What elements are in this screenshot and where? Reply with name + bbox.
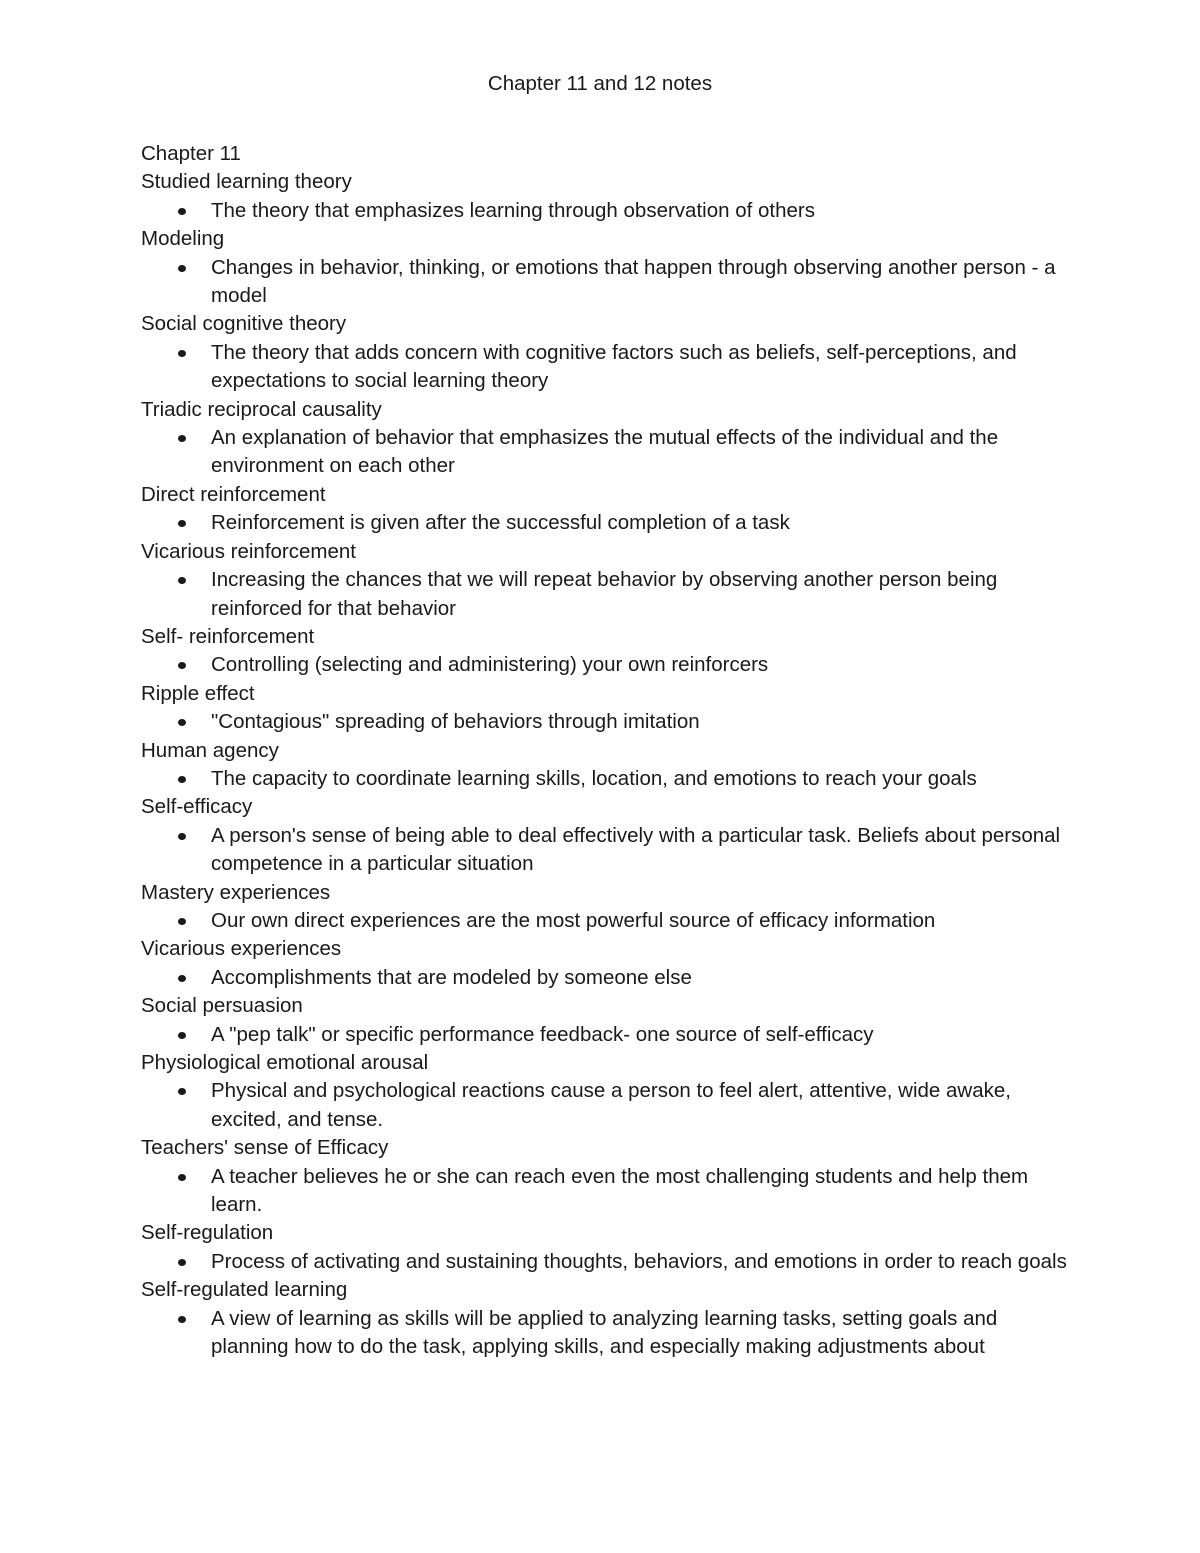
definition-list (141, 964, 1071, 992)
term-entry (141, 680, 1071, 737)
bullet-icon (178, 1316, 186, 1323)
term-entry (141, 1219, 1071, 1276)
document-title: Chapter 11 and 12 notes (487, 72, 713, 95)
definition-list (141, 1305, 1071, 1362)
definition-item (211, 1077, 1071, 1134)
term-entry (141, 1276, 1071, 1361)
definition-text: Process of activating and sustaining thoughts, behaviors, and emotions in order to reach goals (211, 1249, 1067, 1273)
term-heading: Social persuasion (141, 994, 303, 1018)
definition-text: The theory that adds concern with cognitive factors such as beliefs, self-perceptions, and expectations to social learning theory (211, 340, 1017, 393)
term-entry (141, 793, 1071, 878)
definition-list (141, 566, 1071, 623)
term-heading: Self-efficacy (141, 795, 253, 819)
bullet-icon (178, 520, 186, 527)
term-entry (141, 1134, 1071, 1219)
definition-text: A "pep talk" or specific performance feedback- one source of self-efficacy (211, 1022, 874, 1046)
definition-list (141, 907, 1071, 935)
definition-item (211, 254, 1071, 311)
term-heading: Self-regulation (141, 1221, 274, 1245)
definition-list (141, 1021, 1071, 1049)
definition-list (141, 651, 1071, 679)
definition-item (211, 651, 1071, 679)
definition-text: Physical and psychological reactions cause a person to feel alert, attentive, wide awake, excited, and tense. (211, 1079, 1011, 1131)
definition-list (141, 1163, 1071, 1220)
bullet-icon (178, 208, 186, 215)
definition-text: A view of learning as skills will be applied to analyzing learning tasks, setting goals and planning how to do the task, applying skills, and especially making adjustments about (211, 1306, 998, 1359)
term-heading: Physiological emotional arousal (141, 1051, 429, 1074)
bullet-icon (178, 833, 186, 840)
term-heading: Vicarious experiences (141, 937, 342, 961)
term-heading: Teachers' sense of Efficacy (141, 1136, 389, 1160)
bullet-icon (178, 1259, 186, 1266)
definition-text: A teacher believes he or she can reach even the most challenging students and help them learn. (211, 1164, 1029, 1217)
definition-text: Controlling (selecting and administering) your own reinforcers (211, 653, 769, 677)
definition-item (211, 1248, 1071, 1276)
term-entry (141, 737, 1071, 794)
definition-list (141, 509, 1071, 537)
term-heading: Self-regulated learning (141, 1278, 348, 1302)
definition-text: Accomplishments that are modeled by someone else (211, 965, 692, 989)
definition-list (141, 822, 1071, 879)
definition-text: The capacity to coordinate learning skills, location, and emotions to reach your goals (211, 766, 977, 790)
definition-item (211, 1163, 1071, 1220)
bullet-icon (178, 350, 186, 357)
definition-item (211, 1305, 1071, 1362)
definition-text: "Contagious" spreading of behaviors through imitation (211, 710, 700, 734)
definition-item (211, 964, 1071, 992)
term-entry (141, 168, 1071, 225)
definition-text: Our own direct experiences are the most powerful source of efficacy information (211, 908, 936, 932)
term-entry (141, 935, 1071, 992)
term-heading: Self- reinforcement (141, 624, 315, 648)
definition-item (211, 1021, 1071, 1049)
definition-text: Changes in behavior, thinking, or emotions that happen through observing another person - a model (211, 255, 1056, 308)
term-heading: Triadic reciprocal causality (141, 397, 382, 421)
term-entry (141, 481, 1071, 538)
definition-list (141, 765, 1071, 793)
bullet-icon (178, 918, 186, 925)
definition-list (141, 708, 1071, 736)
term-entry (141, 396, 1071, 481)
bullet-icon (178, 1174, 186, 1181)
definition-item (211, 708, 1071, 736)
bullet-icon (178, 776, 186, 783)
term-heading: Mastery experiences (141, 880, 331, 904)
bullet-icon (178, 435, 186, 442)
term-entry (141, 1049, 1071, 1134)
definition-text: Reinforcement is given after the successful completion of a task (211, 511, 790, 535)
bullet-icon (178, 1032, 186, 1039)
bullet-icon (178, 577, 186, 584)
definition-list (141, 1077, 1071, 1134)
term-heading: Direct reinforcement (141, 482, 326, 506)
definition-list (141, 1248, 1071, 1276)
document-body (141, 140, 1071, 1361)
definition-list (141, 424, 1071, 481)
term-heading: Social cognitive theory (141, 312, 347, 336)
bullet-icon (178, 265, 186, 272)
definition-item (211, 339, 1071, 396)
term-heading: Studied learning theory (141, 170, 352, 194)
definition-item (211, 197, 1071, 225)
chapter-heading: Chapter 11 (141, 142, 241, 165)
term-entry (141, 538, 1071, 623)
term-heading: Vicarious reinforcement (141, 539, 356, 563)
bullet-icon (178, 719, 186, 726)
term-heading: Modeling (141, 227, 225, 251)
bullet-icon (178, 662, 186, 669)
bullet-icon (178, 1088, 186, 1095)
definition-list (141, 339, 1071, 396)
term-entry (141, 623, 1071, 680)
term-entry (141, 310, 1071, 395)
definition-list (141, 254, 1071, 311)
definition-text: An explanation of behavior that emphasizes the mutual effects of the individual and the environment on each other (211, 426, 999, 478)
definition-text: The theory that emphasizes learning through observation of others (211, 198, 815, 222)
term-entry (141, 225, 1071, 310)
term-heading: Human agency (141, 738, 279, 762)
definition-text: Increasing the chances that we will repeat behavior by observing another person being reinforced for that behavior (211, 568, 998, 620)
definition-list (141, 197, 1071, 225)
definition-item (211, 907, 1071, 935)
definition-item (211, 509, 1071, 537)
definition-item (211, 765, 1071, 793)
bullet-icon (178, 975, 186, 982)
term-heading: Ripple effect (141, 681, 255, 705)
definition-item (211, 822, 1071, 879)
definition-item (211, 424, 1071, 481)
definition-item (211, 566, 1071, 623)
term-list (141, 168, 1071, 1361)
term-entry (141, 879, 1071, 936)
term-entry (141, 992, 1071, 1049)
definition-text: A person's sense of being able to deal effectively with a particular task. Beliefs about personal competence in a particular situation (211, 823, 1061, 876)
